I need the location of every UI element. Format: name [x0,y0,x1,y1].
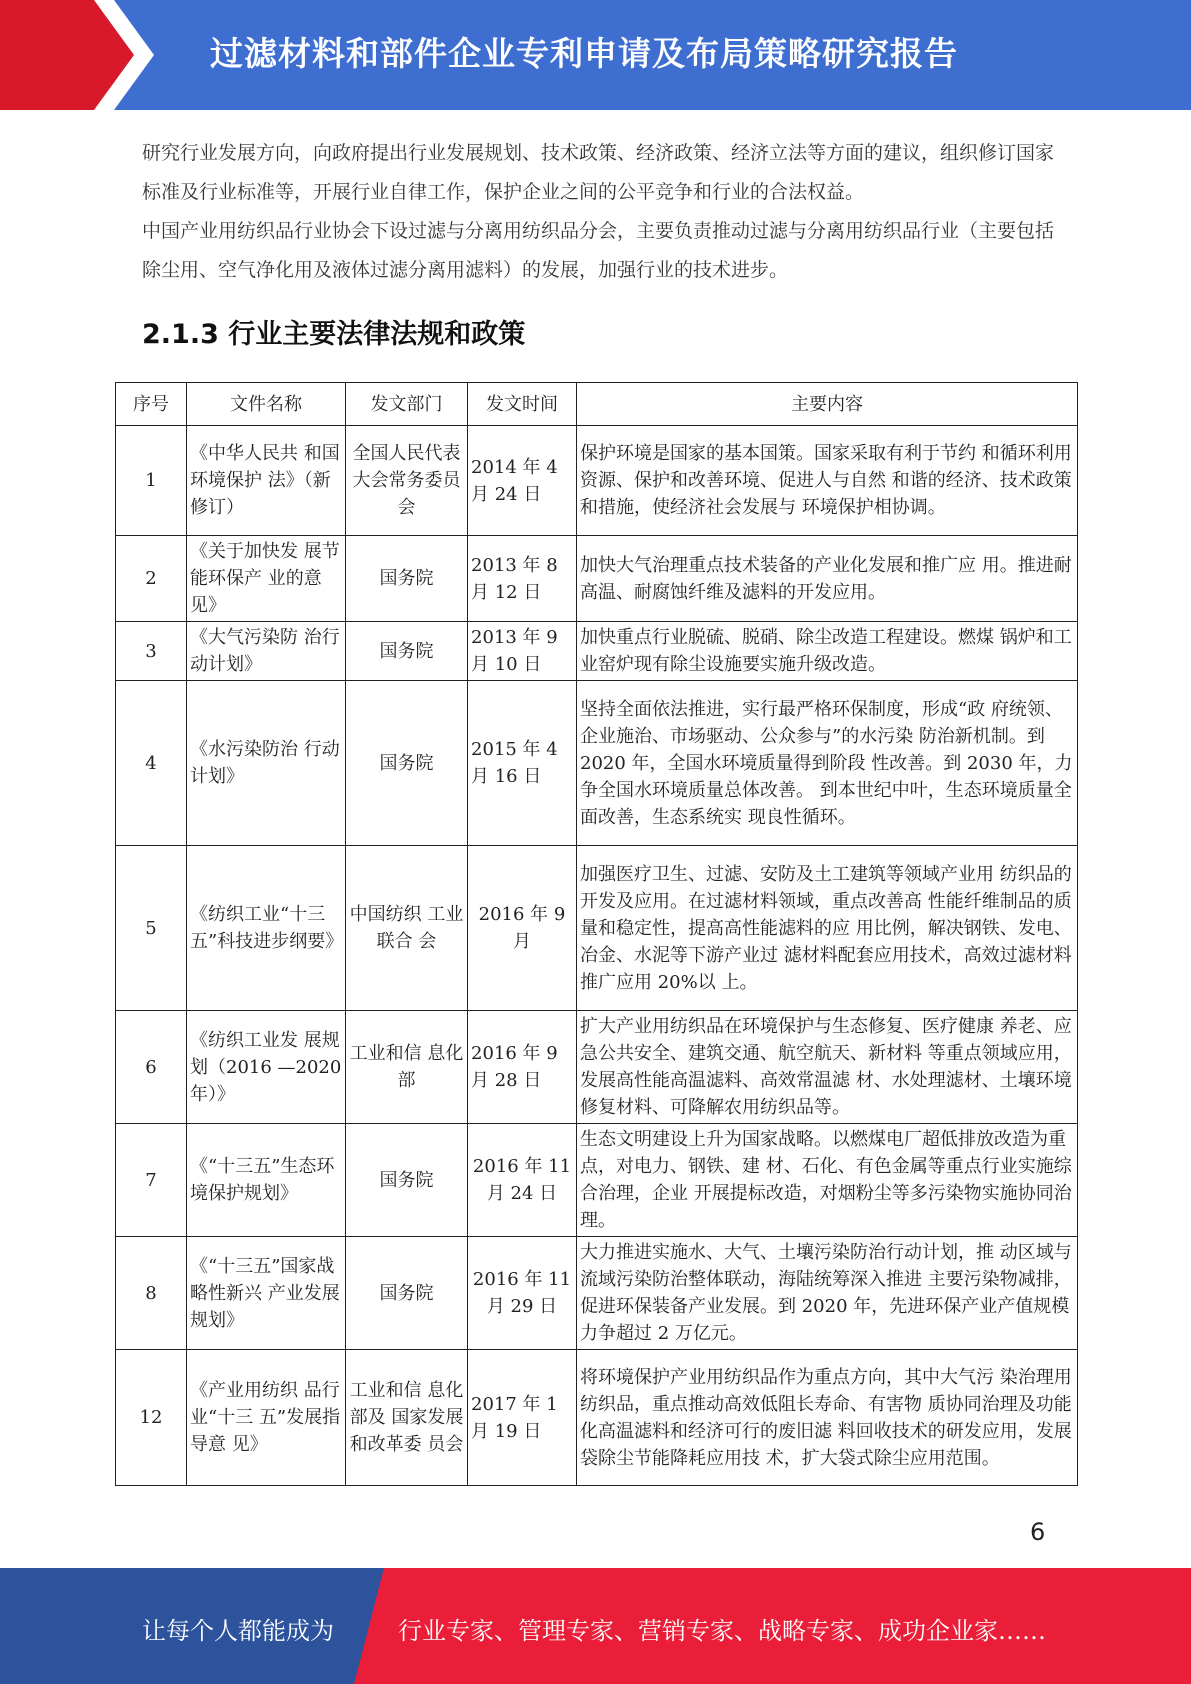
page-number: 6 [1030,1518,1046,1546]
document-name: 《水污染防治 行动计划》 [187,681,346,846]
issuing-department: 国务院 [346,681,468,846]
document-name: 《大气污染防 治行动计划》 [187,622,346,681]
intro-text [142,134,1062,290]
main-content: 加快重点行业脱硫、脱硝、除尘改造工程建设。燃煤 锅炉和工业窑炉现有除尘设施要实施升级改造。 [577,622,1078,681]
issuing-department: 工业和信 息化部及 国家发展 和改革委 员会 [346,1350,468,1486]
row-number: 8 [116,1237,187,1350]
row-number: 1 [116,426,187,536]
issue-date: 2016 年 11 月 24 日 [468,1124,577,1237]
issuing-department: 国务院 [346,536,468,622]
footer-slogan-left: 让每个人都能成为 [142,1617,334,1645]
issuing-department: 工业和信 息化部 [346,1011,468,1124]
row-number: 12 [116,1350,187,1486]
issuing-department: 国务院 [346,1237,468,1350]
column-header: 发文时间 [468,383,577,426]
column-header: 发文部门 [346,383,468,426]
table-header-row [116,383,1078,426]
issue-date: 2013 年 8 月 12 日 [468,536,577,622]
document-name: 《“十三五”国家战略性新兴 产业发展规划》 [187,1237,346,1350]
row-number: 5 [116,846,187,1011]
issue-date: 2015 年 4 月 16 日 [468,681,577,846]
issue-date: 2016 年 11 月 29 日 [468,1237,577,1350]
report-title: 过滤材料和部件企业专利申请及布局策略研究报告 [210,34,958,73]
policy-table [115,382,1078,1486]
section-heading: 2.1.3 行业主要法律法规和政策 [142,319,526,350]
column-header: 主要内容 [577,383,1078,426]
page-header [0,0,1191,110]
issue-date: 2017 年 1 月 19 日 [468,1350,577,1486]
table-row [116,1350,1078,1486]
column-header: 序号 [116,383,187,426]
document-name: 《关于加快发 展节能环保产 业的意见》 [187,536,346,622]
issue-date: 2014 年 4 月 24 日 [468,426,577,536]
document-name: 《中华人民共 和国环境保护 法》（新修订） [187,426,346,536]
header-red-chevron [0,0,150,110]
main-content: 将环境保护产业用纺织品作为重点方向，其中大气污 染治理用纺织品，重点推动高效低阻长寿命、有害物 质协同治理及功能化高温滤料和经济可行的废旧滤 料回收技术的研发应用，发展袋除尘节能降耗应用技 术，扩大袋式除尘应用范围。 [577,1350,1078,1486]
issue-date: 2016 年 9 月 28 日 [468,1011,577,1124]
document-name: 《产业用纺织 品行业“十三 五”发展指导意 见》 [187,1350,346,1486]
issuing-department: 全国人民代表大会常务委员会 [346,426,468,536]
row-number: 4 [116,681,187,846]
table-row [116,1124,1078,1237]
main-content: 坚持全面依法推进，实行最严格环保制度，形成“政 府统领、企业施治、市场驱动、公众参与”的水污染 防治新机制。到 2020 年，全国水环境质量得到阶段 性改善。到 2030 年，力争全国水环境质量总体改善。 到本世纪中叶，生态环境质量全面改善，生态系统实 现良性循环。 [577,681,1078,846]
main-content: 加快大气治理重点技术装备的产业化发展和推广应 用。推进耐高温、耐腐蚀纤维及滤料的开发应用。 [577,536,1078,622]
table-row [116,681,1078,846]
issuing-department: 中国纺织 工业联合 会 [346,846,468,1011]
main-content: 保护环境是国家的基本国策。国家采取有利于节约 和循环利用资源、保护和改善环境、促进人与自然 和谐的经济、技术政策和措施，使经济社会发展与 环境保护相协调。 [577,426,1078,536]
document-name: 《纺织工业发 展规划（2016 —2020 年）》 [187,1011,346,1124]
row-number: 7 [116,1124,187,1237]
intro-paragraph: 中国产业用纺织品行业协会下设过滤与分离用纺织品分会，主要负责推动过滤与分离用纺织品行业（主要包括除尘用、空气净化用及液体过滤分离用滤料）的发展，加强行业的技术进步。 [142,220,1055,281]
issue-date: 2013 年 9 月 10 日 [468,622,577,681]
table-row [116,1237,1078,1350]
issue-date: 2016 年 9 月 [468,846,577,1011]
issuing-department: 国务院 [346,622,468,681]
row-number: 3 [116,622,187,681]
table-row [116,1011,1078,1124]
main-content: 生态文明建设上升为国家战略。以燃煤电厂超低排放改造为重点，对电力、钢铁、建 材、石化、有色金属等重点行业实施综合治理，企业 开展提标改造，对烟粉尘等多污染物实施协同治理。 [577,1124,1078,1237]
table-row [116,622,1078,681]
issuing-department: 国务院 [346,1124,468,1237]
table-row [116,536,1078,622]
row-number: 2 [116,536,187,622]
main-content: 扩大产业用纺织品在环境保护与生态修复、医疗健康 养老、应急公共安全、建筑交通、航空航天、新材料 等重点领域应用，发展高性能高温滤料、高效常温滤 材、水处理滤材、土壤环境修复材料、可降解农用纺织品等。 [577,1011,1078,1124]
document-name: 《“十三五”生态环境保护规划》 [187,1124,346,1237]
page-footer [0,1568,1191,1684]
column-header: 文件名称 [187,383,346,426]
main-content: 大力推进实施水、大气、土壤污染防治行动计划，推 动区域与流域污染防治整体联动，海陆统筹深入推进 主要污染物减排，促进环保装备产业发展。到 2020 年，先进环保产业产值规模力争超过 2 万亿元。 [577,1237,1078,1350]
table-row [116,426,1078,536]
table-row [116,846,1078,1011]
footer-slogan-right: 行业专家、管理专家、营销专家、战略专家、成功企业家…… [398,1617,1046,1645]
main-content: 加强医疗卫生、过滤、安防及土工建筑等领域产业用 纺织品的开发及应用。在过滤材料领域，重点改善高 性能纤维制品的质量和稳定性，提高高性能滤料的应 用比例，解决钢铁、发电、冶金、水泥等下游产业过 滤材料配套应用技术，高效过滤材料推广应用 20%以 上。 [577,846,1078,1011]
row-number: 6 [116,1011,187,1124]
document-name: 《纺织工业“十三五”科技进步纲要》 [187,846,346,1011]
intro-paragraph: 研究行业发展方向，向政府提出行业发展规划、技术政策、经济政策、经济立法等方面的建议，组织修订国家标准及行业标准等，开展行业自律工作，保护企业之间的公平竞争和行业的合法权益。 [142,142,1055,203]
